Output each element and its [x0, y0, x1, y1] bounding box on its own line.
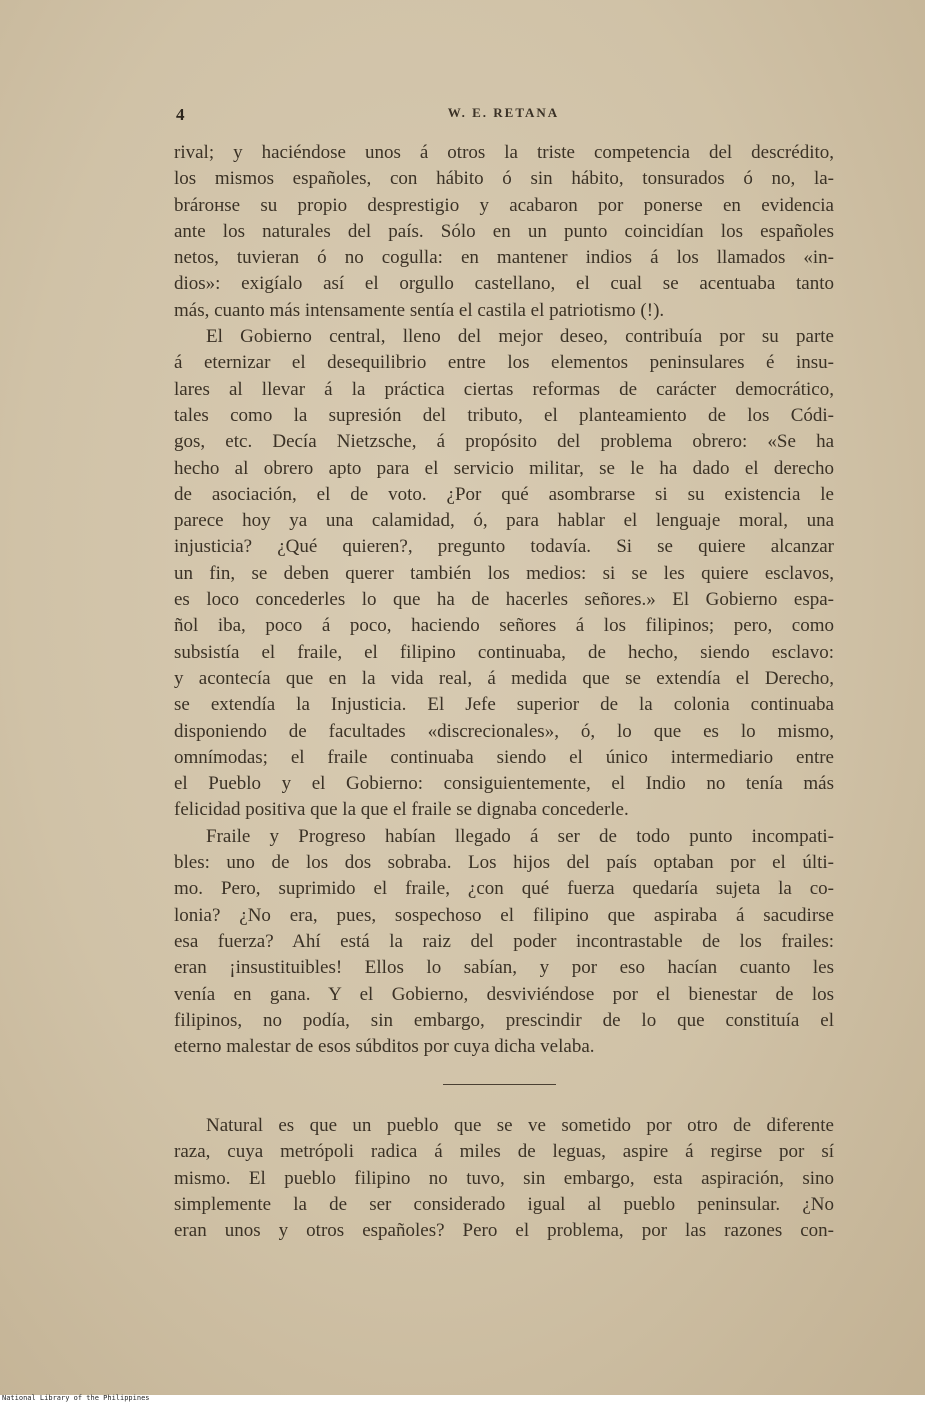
next-section-text: [174, 1113, 834, 1244]
text-line: filipinos, no podía, sin embargo, prescindir de lo que constituía el: [174, 1009, 834, 1031]
paragraph-4: [174, 1113, 834, 1244]
text-line: dios»: exigíalo así el orgullo castellano, el cual se acentuaba tanto: [174, 273, 834, 295]
text-line: esa fuerza? Ahí está la raiz del poder incontrastable de los frailes:: [174, 930, 834, 952]
text-line: venía en gana. Y el Gobierno, desviviéndose por el bienestar de los: [174, 983, 834, 1005]
text-line: eterno malestar de esos súbditos por cuya dicha velaba.: [174, 1036, 595, 1058]
text-line: bles: uno de los dos sobraba. Los hijos del país optaban por el últi-: [174, 852, 834, 874]
text-line: mo. Pero, suprimido el fraile, ¿con qué fuerza quedaría sujeta la co-: [174, 878, 834, 900]
text-line: brárонse su propio desprestigio y acabaron por ponerse en evidencia: [174, 194, 834, 216]
text-line: omnímodas; el fraile continuaba siendo el único intermediario entre: [174, 746, 834, 768]
text-line: eran unos y otros españoles? Pero el problema, por las razones con-: [174, 1220, 834, 1242]
text-line: lonia? ¿No era, pues, sospechoso el filipino que aspiraba á sacudirse: [174, 904, 834, 926]
text-line: á eternizar el desequilibrio entre los elementos peninsulares é insu-: [174, 352, 834, 374]
scan-footer: [0, 1395, 925, 1403]
text-line: felicidad positiva que la que el fraile se dignaba concederle.: [174, 799, 629, 821]
page-header: [176, 105, 831, 129]
text-line: tales como la supresión del tributo, el planteamiento de los Códi-: [174, 404, 834, 426]
text-line: de asociación, el de voto. ¿Por qué asombrarse si su existencia le: [174, 483, 834, 505]
text-line: el Pueblo y el Gobierno: consiguientemente, el Indio no tenía más: [174, 773, 834, 795]
section-divider: [443, 1084, 556, 1085]
text-line: raza, cuya metrópoli radica á miles de leguas, aspire á regirse por sí: [174, 1141, 834, 1163]
text-line: netos, tuvieran ó no cogulla: en mantener indios á los llamados «in-: [174, 247, 834, 269]
text-line: simplemente la de ser considerado igual al pueblo peninsular. ¿No: [174, 1193, 834, 1215]
text-line: se extendía la Injusticia. El Jefe superior de la colonia continuaba: [174, 694, 834, 716]
text-line: eran ¡insustituibles! Ellos lo sabían, y por eso hacían cuanto les: [174, 957, 834, 979]
text-line: un fin, se deben querer también los medios: si se les quiere esclavos,: [174, 562, 834, 584]
text-line: más, cuanto más intensamente sentía el castila el patriotismo (!).: [174, 299, 665, 321]
text-line: gos, etc. Decía Nietzsche, á propósito del problema obrero: «Se ha: [174, 431, 834, 453]
text-line: y acontecía que en la vida real, á medida que se extendía el Derecho,: [174, 667, 834, 689]
text-line: Natural es que un pueblo que se ve sometido por otro de diferente: [206, 1115, 834, 1136]
text-line: los mismos españoles, con hábito ó sin hábito, tonsurados ó no, la-: [174, 168, 834, 190]
text-line: injusticia? ¿Qué quieren?, pregunto todavía. Si se quiere alcanzar: [174, 536, 834, 558]
page-number: 4: [176, 105, 185, 124]
paragraph-2: [174, 324, 834, 824]
text-line: subsistía el fraile, el filipino continuaba, de hecho, siendo esclavo:: [174, 641, 834, 663]
text-line: mismo. El pueblo filipino no tuvo, sin embargo, esta aspiración, sino: [174, 1167, 834, 1189]
paragraph-3: [174, 824, 834, 1061]
text-line: es loco concederles lo que ha de hacerles señores.» El Gobierno espa-: [174, 589, 834, 611]
text-line: Fraile y Progreso habían llegado á ser de todo punto incompati-: [206, 825, 834, 847]
running-title: W. E. RETANA: [447, 105, 560, 120]
text-line: hecho al obrero apto para el servicio militar, se le ha dado el derecho: [174, 457, 834, 479]
text-line: ante los naturales del país. Sólo en un punto coincidían los españoles: [174, 220, 834, 242]
library-credit: National Library of the Philippines: [2, 1394, 150, 1402]
text-line: parece hoy ya una calamidad, ó, para hablar el lenguaje moral, una: [174, 510, 834, 532]
text-line: El Gobierno central, lleno del mejor deseo, contribuía por su parte: [206, 326, 834, 348]
text-line: ñol iba, poco á poco, haciendo señores á los filipinos; pero, como: [174, 615, 834, 637]
main-text: [174, 140, 834, 1060]
text-line: lares al llevar á la práctica ciertas reformas de carácter democrático,: [174, 378, 834, 400]
text-line: rival; y haciéndose unos á otros la triste competencia del descrédito,: [174, 142, 834, 163]
paragraph-1: [174, 140, 834, 324]
text-line: disponiendo de facultades «discrecionales», ó, lo que es lo mismo,: [174, 720, 834, 742]
